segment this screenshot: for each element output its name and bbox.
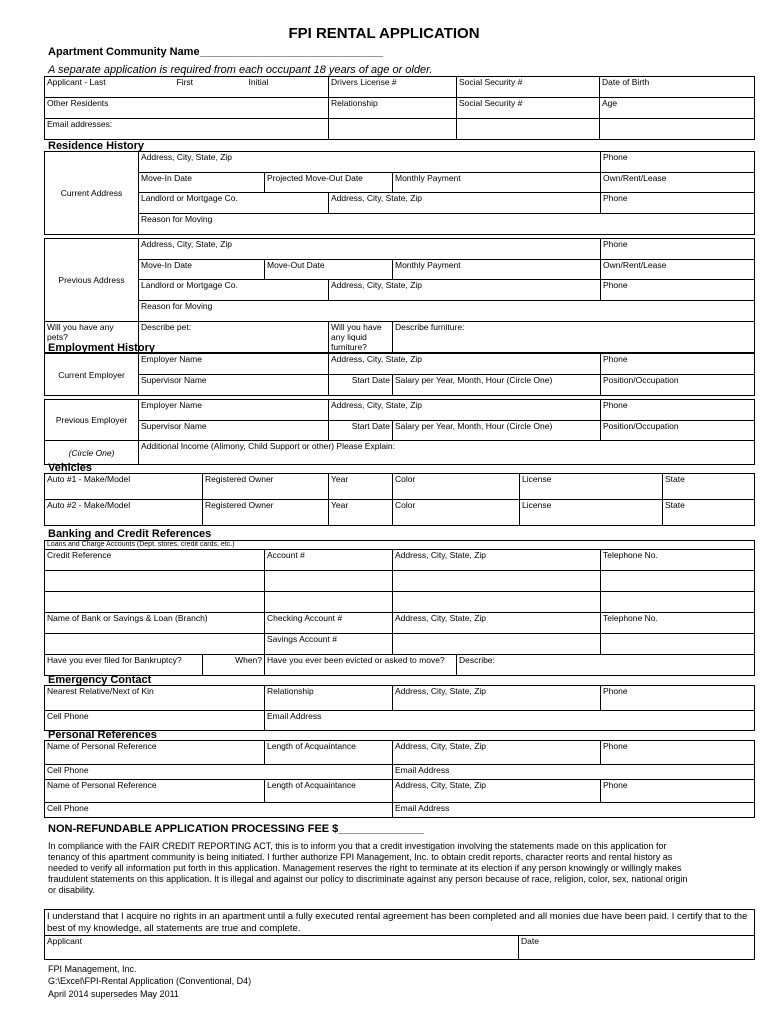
bank-name-label: Name of Bank or Savings & Loan (Branch) bbox=[47, 613, 208, 623]
state-label: State bbox=[665, 474, 685, 484]
projected-move-out-label: Projected Move-Out Date bbox=[267, 173, 363, 183]
banking-heading: Banking and Credit References bbox=[48, 528, 212, 540]
current-move-in-field[interactable] bbox=[139, 173, 265, 193]
previous-monthly-payment-field[interactable] bbox=[393, 260, 601, 280]
savings-label: Savings Account # bbox=[267, 634, 337, 644]
pets-question-label: Will you have any pets? bbox=[47, 322, 114, 342]
previous-phone-field[interactable] bbox=[601, 239, 755, 260]
email-field[interactable] bbox=[45, 119, 329, 140]
phone-label: Phone bbox=[603, 193, 628, 203]
vehicles-heading: Vehicles bbox=[48, 462, 93, 474]
license-label: License bbox=[522, 474, 552, 484]
owner-label: Registered Owner bbox=[205, 474, 274, 484]
cell-label: Cell Phone bbox=[47, 765, 89, 775]
blank-cell[interactable] bbox=[329, 119, 457, 140]
ssn-label: Social Security # bbox=[459, 77, 523, 87]
previous-address-field[interactable] bbox=[139, 239, 601, 260]
personal-references-heading: Personal References bbox=[48, 729, 157, 741]
additional-income-label: Additional Income (Alimony, Child Support or other) Please Explain: bbox=[141, 441, 396, 451]
reference2-phone-field[interactable] bbox=[601, 780, 755, 803]
position-label: Position/Occupation bbox=[603, 375, 679, 385]
owner-label: Registered Owner bbox=[205, 500, 274, 510]
relationship-field[interactable] bbox=[329, 98, 457, 119]
credit-ref3-account-field[interactable] bbox=[265, 592, 393, 613]
reference1-cell-field[interactable] bbox=[45, 765, 393, 780]
emergency-address-field[interactable] bbox=[393, 686, 601, 711]
savings-account-field[interactable] bbox=[265, 634, 393, 655]
furniture-question-field[interactable] bbox=[329, 322, 393, 353]
bank-telephone-field[interactable] bbox=[601, 613, 755, 634]
length-label: Length of Acquaintance bbox=[267, 741, 356, 751]
address-label: Address, City, State, Zip bbox=[331, 400, 423, 410]
reference2-length-field[interactable] bbox=[265, 780, 393, 803]
move-in-label: Move-In Date bbox=[141, 260, 193, 270]
address-label: Address, City, State, Zip bbox=[331, 280, 423, 290]
credit-ref1-field[interactable] bbox=[45, 550, 265, 571]
blank-cell[interactable] bbox=[45, 634, 265, 655]
when-label: When? bbox=[235, 655, 262, 665]
age-field[interactable] bbox=[600, 98, 755, 119]
start-date-label: Start Date bbox=[351, 421, 390, 431]
current-phone-field[interactable] bbox=[601, 152, 755, 173]
drivers-license-field[interactable] bbox=[329, 77, 457, 98]
auto2-owner-field[interactable] bbox=[203, 500, 329, 526]
license-label: License bbox=[522, 500, 552, 510]
credit-ref1-address-field[interactable] bbox=[393, 550, 601, 571]
current-position-field[interactable] bbox=[601, 375, 755, 396]
address-label: Address, City, State, Zip bbox=[331, 193, 423, 203]
salary-label: Salary per Year, Month, Hour (Circle One) bbox=[395, 375, 553, 385]
previous-move-in-field[interactable] bbox=[139, 260, 265, 280]
emergency-phone-field[interactable] bbox=[601, 686, 755, 711]
phone-label: Phone bbox=[603, 280, 628, 290]
current-landlord-address-field[interactable] bbox=[329, 193, 601, 214]
blank-cell[interactable] bbox=[393, 634, 601, 655]
year-label: Year bbox=[331, 474, 349, 484]
applicant-last-label: Applicant - Last bbox=[47, 77, 106, 87]
bankruptcy-when-field[interactable] bbox=[203, 655, 265, 676]
current-employer-label: Current Employer bbox=[45, 354, 139, 396]
reference2-cell-field[interactable] bbox=[45, 803, 393, 818]
emergency-contact-heading: Emergency Contact bbox=[48, 674, 152, 686]
reference1-address-field[interactable] bbox=[393, 741, 601, 765]
previous-landlord-phone-field[interactable] bbox=[601, 280, 755, 301]
relative-label: Nearest Relative/Next of Kin bbox=[47, 686, 154, 696]
auto1-license-field[interactable] bbox=[520, 474, 663, 500]
describe-furniture-field[interactable] bbox=[393, 322, 755, 353]
signature-date-label: Date bbox=[521, 936, 539, 946]
credit-ref3-telephone-field[interactable] bbox=[601, 592, 755, 613]
vehicles-table bbox=[44, 473, 755, 526]
footer-path: G:\Excel\FPI-Rental Application (Conventional, D4) bbox=[48, 976, 252, 986]
community-name-blank: ______________________________ bbox=[199, 46, 384, 58]
blank-cell[interactable] bbox=[457, 119, 600, 140]
telephone-label: Telephone No. bbox=[603, 613, 658, 623]
compliance-paragraph: In compliance with the FAIR CREDIT REPORTING ACT, this is to inform you that a credit investigation involving the statements made on this application for tenancy of this apartment community is being initiated. I further authorize FPI Management, Inc. to obtain credit reports, character reorts and rental history as needed to verify all information put forth in this application. Management reserves the right to terminate at its election if any person knowingly or willingly makes fraudulent statements on this application. It is illegal and against our policy to discriminate against any person because of race, religion, color, sex, national origin or disability. bbox=[48, 841, 688, 895]
address-label: Address, City, State, Zip bbox=[141, 152, 233, 162]
bank-address-field[interactable] bbox=[393, 613, 601, 634]
community-name-label: Apartment Community Name bbox=[48, 46, 200, 58]
address-label: Address, City, State, Zip bbox=[395, 686, 487, 696]
community-name-line[interactable] bbox=[48, 46, 383, 58]
email-label: Email Address bbox=[395, 803, 450, 813]
current-salary-field[interactable] bbox=[393, 375, 601, 396]
emergency-cell-field[interactable] bbox=[45, 711, 265, 731]
applicant-initial-label: Initial bbox=[248, 77, 269, 87]
credit-ref-label: Credit Reference bbox=[47, 550, 112, 560]
move-in-label: Move-In Date bbox=[141, 173, 193, 183]
credit-ref3-address-field[interactable] bbox=[393, 592, 601, 613]
salary-label: Salary per Year, Month, Hour (Circle One) bbox=[395, 421, 553, 431]
previous-employer-phone-field[interactable] bbox=[601, 400, 755, 421]
address-label: Address, City, State, Zip bbox=[395, 741, 487, 751]
employment-history-heading: Employment History bbox=[48, 342, 155, 354]
banking-table bbox=[44, 540, 755, 676]
color-label: Color bbox=[395, 500, 416, 510]
reference-name-label: Name of Personal Reference bbox=[47, 780, 157, 790]
reason-label: Reason for Moving bbox=[141, 301, 213, 311]
phone-label: Phone bbox=[603, 400, 628, 410]
application-fee-blank: ______________ bbox=[338, 823, 424, 835]
phone-label: Phone bbox=[603, 354, 628, 364]
describe-label: Describe: bbox=[459, 655, 495, 665]
employer-name-label: Employer Name bbox=[141, 400, 202, 410]
relationship-label: Relationship bbox=[331, 98, 378, 108]
address-label: Address, City, State, Zip bbox=[331, 354, 423, 364]
reference-name-label: Name of Personal Reference bbox=[47, 741, 157, 751]
bankruptcy-question-field[interactable] bbox=[45, 655, 203, 676]
relative-field[interactable] bbox=[45, 686, 265, 711]
loans-note-text: Loans and Charge Accounts (Dept. stores, credit cards, etc.) bbox=[47, 541, 235, 548]
cell-label: Cell Phone bbox=[47, 711, 89, 721]
emergency-email-field[interactable] bbox=[265, 711, 755, 731]
auto2-label: Auto #2 - Make/Model bbox=[47, 500, 131, 510]
address-label: Address, City, State, Zip bbox=[141, 239, 233, 249]
applicant-signature-label: Applicant bbox=[47, 936, 82, 946]
credit-ref2-field[interactable] bbox=[45, 571, 265, 592]
applicant-name-field[interactable] bbox=[45, 77, 329, 98]
circle-one-label: (Circle One) bbox=[45, 441, 139, 465]
current-own-rent-field[interactable] bbox=[601, 173, 755, 193]
reference1-phone-field[interactable] bbox=[601, 741, 755, 765]
auto1-color-field[interactable] bbox=[393, 474, 520, 500]
position-label: Position/Occupation bbox=[603, 421, 679, 431]
auto2-license-field[interactable] bbox=[520, 500, 663, 526]
previous-supervisor-field[interactable] bbox=[139, 421, 329, 441]
auto1-field[interactable] bbox=[45, 474, 203, 500]
signature-date-field[interactable] bbox=[519, 936, 755, 960]
move-out-label: Move-Out Date bbox=[267, 260, 325, 270]
current-employer-name-field[interactable] bbox=[139, 354, 329, 375]
supervisor-label: Supervisor Name bbox=[141, 421, 207, 431]
email-label: Email Address bbox=[395, 765, 450, 775]
reason-label: Reason for Moving bbox=[141, 214, 213, 224]
previous-address-label: Previous Address bbox=[45, 239, 139, 322]
ssn2-label: Social Security # bbox=[459, 98, 523, 108]
describe-pet-field[interactable] bbox=[139, 322, 329, 353]
auto2-color-field[interactable] bbox=[393, 500, 520, 526]
describe-pet-label: Describe pet: bbox=[141, 322, 192, 332]
current-landlord-phone-field[interactable] bbox=[601, 193, 755, 214]
previous-employer-label: Previous Employer bbox=[45, 400, 139, 441]
reference2-email-field[interactable] bbox=[393, 803, 755, 818]
checking-label: Checking Account # bbox=[267, 613, 343, 623]
describe-furniture-label: Describe furniture: bbox=[395, 322, 465, 332]
telephone-label: Telephone No. bbox=[603, 550, 658, 560]
credit-ref2-address-field[interactable] bbox=[393, 571, 601, 592]
previous-employer-address-field[interactable] bbox=[329, 400, 601, 421]
auto2-field[interactable] bbox=[45, 500, 203, 526]
reference2-name-field[interactable] bbox=[45, 780, 265, 803]
previous-employer-name-field[interactable] bbox=[139, 400, 329, 421]
email-label: Email Address bbox=[267, 711, 322, 721]
residence-history-heading: Residence History bbox=[48, 140, 144, 152]
dob-label: Date of Birth bbox=[602, 77, 650, 87]
blank-cell[interactable] bbox=[600, 119, 755, 140]
current-reason-field[interactable] bbox=[139, 214, 755, 235]
loans-note bbox=[45, 541, 755, 550]
current-monthly-payment-field[interactable] bbox=[393, 173, 601, 193]
phone-label: Phone bbox=[603, 780, 628, 790]
credit-ref3-field[interactable] bbox=[45, 592, 265, 613]
evicted-question-field[interactable] bbox=[265, 655, 457, 676]
previous-start-date-field[interactable] bbox=[329, 421, 393, 441]
phone-label: Phone bbox=[603, 741, 628, 751]
landlord-label: Landlord or Mortgage Co. bbox=[141, 193, 238, 203]
employment-table bbox=[44, 353, 755, 465]
auto1-label: Auto #1 - Make/Model bbox=[47, 474, 131, 484]
auto2-state-field[interactable] bbox=[663, 500, 755, 526]
credit-ref2-account-field[interactable] bbox=[265, 571, 393, 592]
bank-name-field[interactable] bbox=[45, 613, 265, 634]
projected-move-out-field[interactable] bbox=[265, 173, 393, 193]
acknowledgement-text: I understand that I acquire no rights in an apartment until a fully executed rental agreement has been completed and all monies due have been paid. I certify that to the best of my knowledge, all statements are true and complete. bbox=[45, 910, 755, 936]
age-label: Age bbox=[602, 98, 618, 108]
ssn2-field[interactable] bbox=[457, 98, 600, 119]
previous-landlord-address-field[interactable] bbox=[329, 280, 601, 301]
footer-revision: April 2014 supersedes May 2011 bbox=[48, 989, 179, 999]
phone-label: Phone bbox=[603, 239, 628, 249]
evicted-label: Have you ever been evicted or asked to move? bbox=[267, 655, 445, 665]
year-label: Year bbox=[331, 500, 349, 510]
emergency-relationship-field[interactable] bbox=[265, 686, 393, 711]
own-rent-lease-label: Own/Rent/Lease bbox=[603, 260, 667, 270]
address-label: Address, City, State, Zip bbox=[395, 780, 487, 790]
current-employer-phone-field[interactable] bbox=[601, 354, 755, 375]
residence-table bbox=[44, 151, 755, 353]
monthly-payment-label: Monthly Payment bbox=[395, 260, 461, 270]
occupant-notice: A separate application is required from each occupant 18 years of age or older. bbox=[48, 64, 433, 76]
account-label: Account # bbox=[267, 550, 305, 560]
address-label: Address, City, State, Zip bbox=[395, 613, 487, 623]
checking-account-field[interactable] bbox=[265, 613, 393, 634]
color-label: Color bbox=[395, 474, 416, 484]
own-rent-lease-label: Own/Rent/Lease bbox=[603, 173, 667, 183]
length-label: Length of Acquaintance bbox=[267, 780, 356, 790]
drivers-license-label: Drivers License # bbox=[331, 77, 397, 87]
bankruptcy-label: Have you ever filed for Bankruptcy? bbox=[47, 655, 182, 665]
page-title: FPI RENTAL APPLICATION bbox=[288, 25, 480, 42]
other-residents-field[interactable] bbox=[45, 98, 329, 119]
auto1-owner-field[interactable] bbox=[203, 474, 329, 500]
reference2-address-field[interactable] bbox=[393, 780, 601, 803]
personal-references-table bbox=[44, 740, 755, 818]
ssn-field[interactable] bbox=[457, 77, 600, 98]
state-label: State bbox=[665, 500, 685, 510]
previous-landlord-field[interactable] bbox=[139, 280, 329, 301]
reference1-email-field[interactable] bbox=[393, 765, 755, 780]
reference1-length-field[interactable] bbox=[265, 741, 393, 765]
blank-cell[interactable] bbox=[601, 634, 755, 655]
auto1-year-field[interactable] bbox=[329, 474, 393, 500]
dob-field[interactable] bbox=[600, 77, 755, 98]
phone-label: Phone bbox=[603, 152, 628, 162]
auto1-state-field[interactable] bbox=[663, 474, 755, 500]
monthly-payment-label: Monthly Payment bbox=[395, 173, 461, 183]
current-supervisor-field[interactable] bbox=[139, 375, 329, 396]
phone-label: Phone bbox=[603, 686, 628, 696]
current-address-field[interactable] bbox=[139, 152, 601, 173]
applicant-table bbox=[44, 76, 755, 140]
current-landlord-field[interactable] bbox=[139, 193, 329, 214]
credit-ref1-telephone-field[interactable] bbox=[601, 550, 755, 571]
address-label: Address, City, State, Zip bbox=[395, 550, 487, 560]
employer-name-label: Employer Name bbox=[141, 354, 202, 364]
application-fee-line[interactable] bbox=[48, 823, 424, 835]
current-employer-address-field[interactable] bbox=[329, 354, 601, 375]
previous-own-rent-field[interactable] bbox=[601, 260, 755, 280]
current-start-date-field[interactable] bbox=[329, 375, 393, 396]
furniture-question-label: Will you have any liquid furniture? bbox=[331, 322, 382, 352]
footer-company: FPI Management, Inc. bbox=[48, 964, 137, 974]
cell-label: Cell Phone bbox=[47, 803, 89, 813]
auto2-year-field[interactable] bbox=[329, 500, 393, 526]
applicant-signature-field[interactable] bbox=[45, 936, 519, 960]
additional-income-field[interactable] bbox=[139, 441, 755, 465]
start-date-label: Start Date bbox=[351, 375, 390, 385]
current-address-label: Current Address bbox=[45, 152, 139, 235]
other-residents-label: Other Residents bbox=[47, 98, 109, 108]
email-label: Email addresses: bbox=[47, 119, 113, 129]
emergency-table bbox=[44, 685, 755, 731]
signature-table bbox=[44, 909, 755, 960]
previous-salary-field[interactable] bbox=[393, 421, 601, 441]
credit-ref2-telephone-field[interactable] bbox=[601, 571, 755, 592]
previous-move-out-field[interactable] bbox=[265, 260, 393, 280]
previous-reason-field[interactable] bbox=[139, 301, 755, 322]
application-fee-label: NON-REFUNDABLE APPLICATION PROCESSING FEE $ bbox=[48, 823, 339, 835]
relationship-label: Relationship bbox=[267, 686, 314, 696]
evicted-describe-field[interactable] bbox=[457, 655, 755, 676]
previous-position-field[interactable] bbox=[601, 421, 755, 441]
landlord-label: Landlord or Mortgage Co. bbox=[141, 280, 238, 290]
supervisor-label: Supervisor Name bbox=[141, 375, 207, 385]
applicant-first-label: First bbox=[176, 77, 194, 87]
credit-ref1-account-field[interactable] bbox=[265, 550, 393, 571]
reference1-name-field[interactable] bbox=[45, 741, 265, 765]
